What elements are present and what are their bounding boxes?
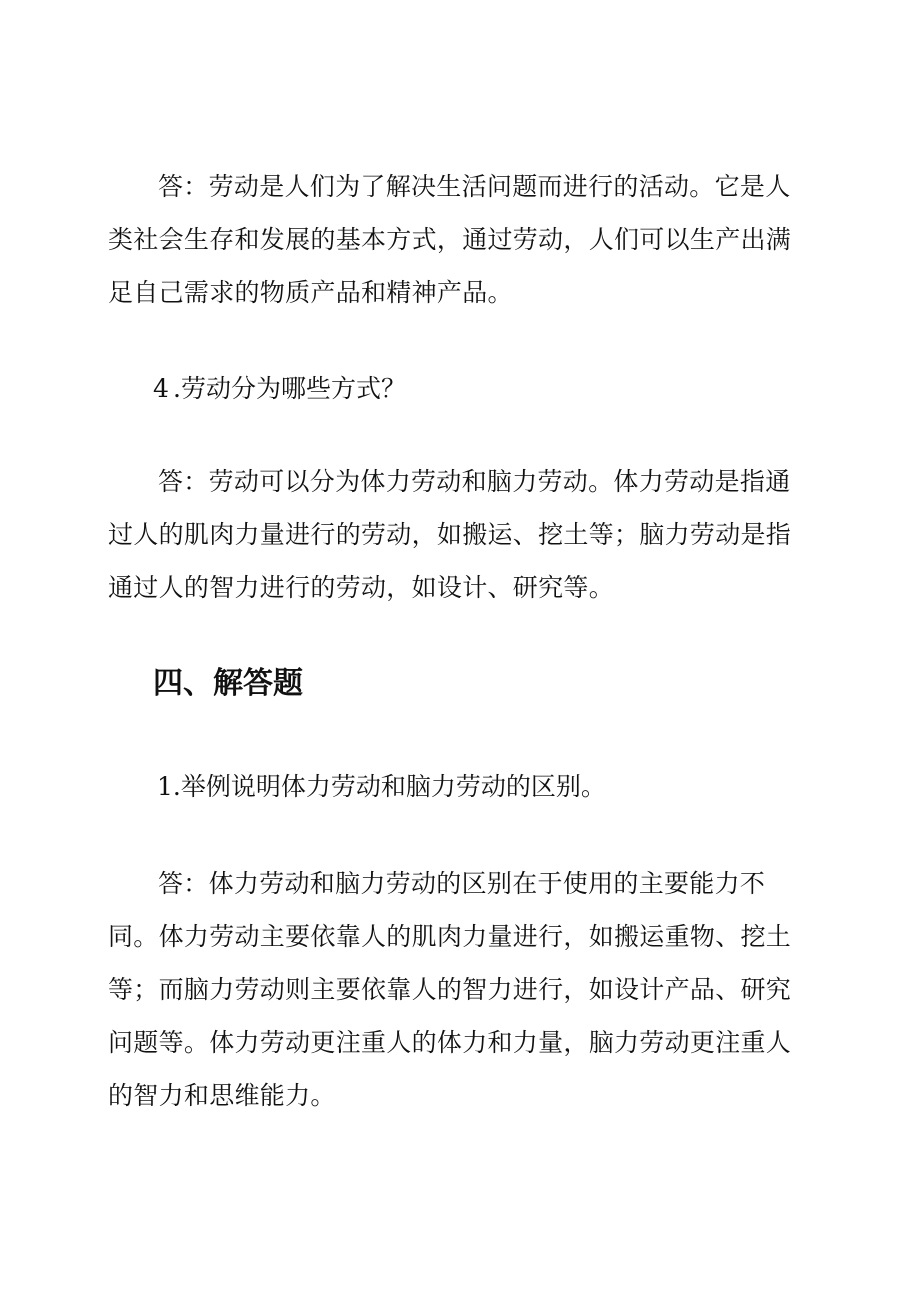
question-number: 4 [153,374,169,403]
answer-paragraph-labor-definition: 答：劳动是人们为了解决生活问题而进行的活动。它是人类社会生存和发展的基本方式，通过劳动，人们可以生产出满足自己需求的物质产品和精神产品。 [108,172,792,307]
question-physical-vs-mental-labor: 1.举例说明体力劳动和脑力劳动的区别。 [157,772,606,801]
question-labor-types [153,372,406,406]
answer-paragraph-physical-vs-mental-labor: 答：体力劳动和脑力劳动的区别在于使用的主要能力不同。体力劳动主要依靠人的肌肉力量进行，如搬运重物、挖土等；而脑力劳动则主要依靠人的智力进行，如设计产品、研究问题等。体力劳动更注重人的体力和力量，脑力劳动更注重人的智力和思维能力。 [108,869,792,1110]
answer-paragraph-labor-types: 答：劳动可以分为体力劳动和脑力劳动。体力劳动是指通过人的肌肉力量进行的劳动，如搬运、挖土等；脑力劳动是指通过人的智力进行的劳动，如设计、研究等。 [108,467,792,602]
question-text: .劳动分为哪些方式？ [173,374,406,403]
section-heading: 四、解答题 [153,666,303,701]
